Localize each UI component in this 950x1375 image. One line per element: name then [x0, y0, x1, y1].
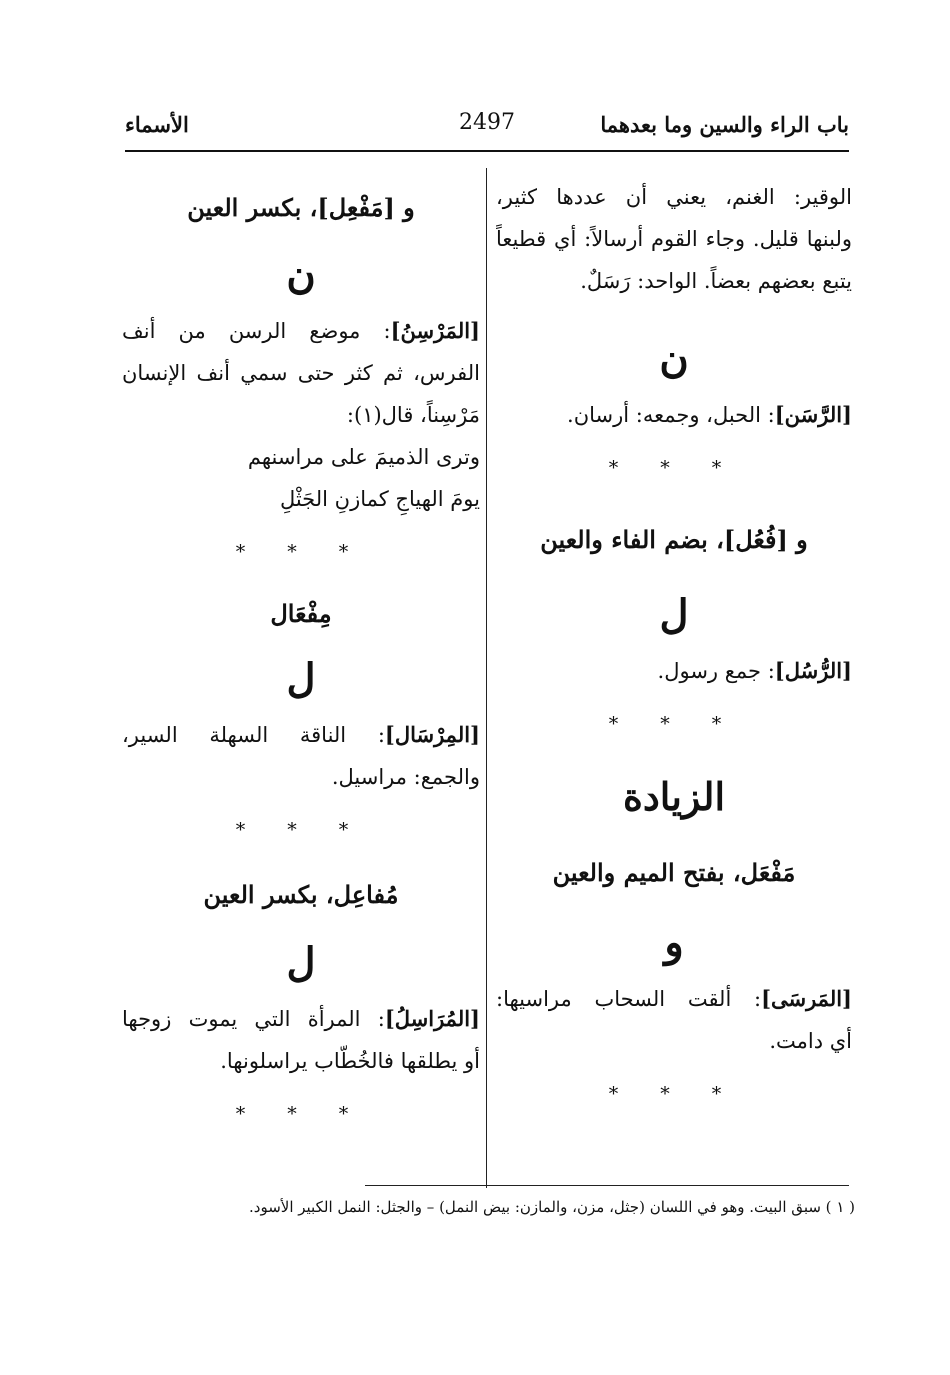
text-line: مَرْسِناً، قال(١): [346, 403, 480, 427]
entry-text: : ألقت السحاب مراسيها: [496, 987, 762, 1011]
text-line: أو يطلقها فالخُطّاب يراسلونها. [220, 1049, 480, 1073]
entry-marsa [496, 978, 852, 1020]
entry-text: : الحبل، وجمعه: أرسان. [567, 403, 775, 427]
section-separator: * * * [608, 1083, 740, 1105]
entry-text: : جمع رسول. [657, 659, 775, 683]
page-header [125, 112, 849, 152]
pattern-heading: مُفاعِل، بكسر العين [203, 880, 399, 909]
section-heading-ziyada: الزيادة [622, 774, 726, 819]
footnote-rule [365, 1185, 849, 1186]
entry-murasil [122, 998, 480, 1040]
section-separator: * * * [235, 1103, 367, 1125]
pattern-heading: و [فُعُل]، بضم الفاء والعين [540, 525, 808, 554]
section-separator: * * * [235, 541, 367, 563]
verse-line: وترى الذميمَ على مراسنهم [247, 445, 480, 469]
entry-rasan [496, 394, 852, 436]
pattern-heading: و [مَفْعِل]، بكسر العين [187, 193, 415, 222]
chapter-title: باب الراء والسين وما بعدهما [600, 112, 849, 137]
entry-headword: [الرَّسَن] [774, 402, 852, 427]
column-divider [486, 168, 487, 1188]
text-line: يتبع بعضهم بعضاً. الواحد: رَسَلٌ. [580, 269, 852, 293]
text-line: أي دامت. [769, 1029, 852, 1053]
text-line: الوقير: الغنم، يعني أن عددها كثير، [496, 185, 852, 209]
entry-headword: [المُرَاسِلُ] [384, 1006, 480, 1031]
right-column [496, 176, 852, 1126]
text-line: ولبنها قليل. وجاء القوم أرسالاً: أي قطيعاً [496, 227, 852, 251]
entry-text: : الناقة السهلة السير، [122, 723, 385, 747]
entry-mirsal [122, 714, 480, 756]
entry-marsin [122, 310, 480, 352]
section-separator: * * * [608, 713, 740, 735]
root-letter-heading: ل [659, 591, 689, 638]
text-line: الفرس، ثم كثر حتى سمي أنف الإنسان [122, 361, 480, 385]
entry-headword: [المَرسَى] [761, 986, 852, 1011]
pattern-heading: مِفْعَال [270, 599, 332, 628]
text-line: والجمع: مراسيل. [331, 765, 480, 789]
section-separator: * * * [608, 457, 740, 479]
entry-rusul [496, 650, 852, 692]
entry-headword: [الرُّسُل] [774, 658, 852, 683]
verse-line: يومَ الهياجِ كمازنِ الجَثْلِ [279, 487, 480, 511]
root-letter-heading: و [664, 919, 684, 966]
left-column [122, 176, 480, 1146]
root-letter-heading: ن [659, 335, 689, 382]
entry-headword: [المِرْسَال] [384, 722, 480, 747]
root-letter-heading: ل [286, 939, 316, 986]
root-letter-heading: ن [286, 251, 316, 298]
entry-headword: [المَرْسِنُ] [390, 318, 480, 343]
section-separator: * * * [235, 819, 367, 841]
page-number: 2497 [459, 110, 515, 135]
entry-text: : موضع الرسن من أنف [122, 319, 391, 343]
footnote: ( ١ ) سبق البيت. وهو في اللسان (جثل، مزن، والمازن: بيض النمل) – والجثل: النمل الكبير الأسود. [249, 1198, 855, 1216]
section-title: الأسماء [125, 112, 189, 137]
entry-text: : المرأة التي يموت زوجها [122, 1007, 385, 1031]
root-letter-heading: ل [286, 655, 316, 702]
header-rule [125, 150, 849, 152]
pattern-heading: مَفْعَل، بفتح الميم والعين [552, 858, 796, 887]
